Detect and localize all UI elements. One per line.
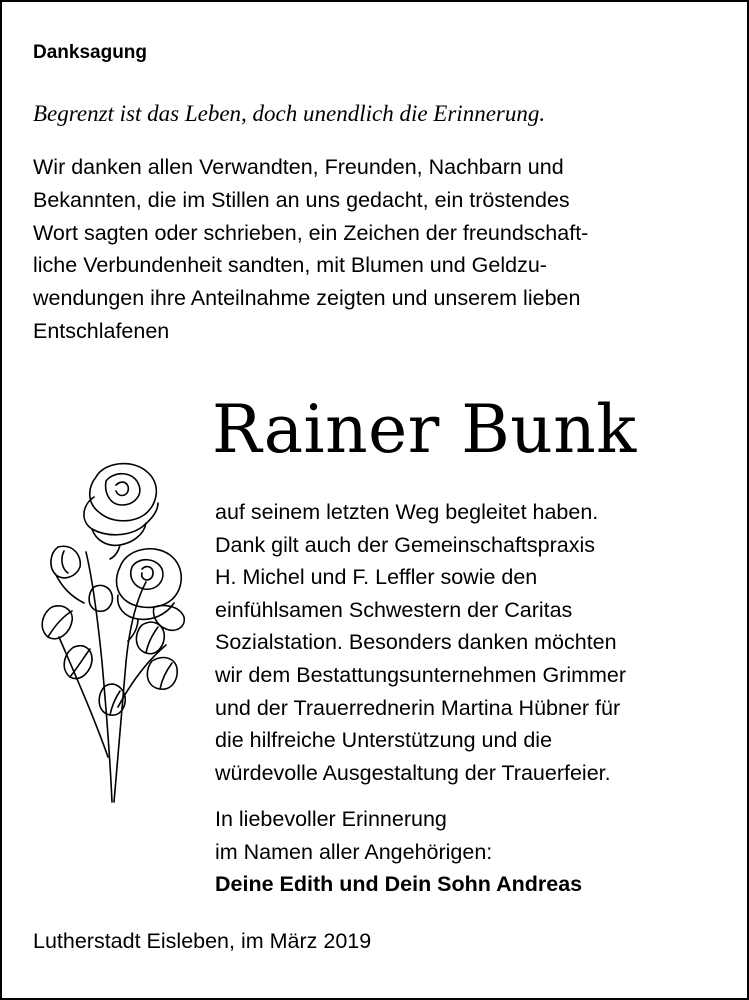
body-line: die hilfreiche Unterstützung und die <box>215 728 553 753</box>
intro-line: Bekannten, die im Stillen an uns gedacht, ein tröstendes <box>33 187 570 212</box>
body-line: würdevolle Ausgestaltung der Trauerfeier. <box>215 760 611 785</box>
signers: Deine Edith und Dein Sohn Andreas <box>215 872 583 897</box>
body-line: auf seinem letzten Weg begleitet haben. <box>215 500 599 524</box>
intro-line: Wir danken allen Verwandten, Freunden, Nachbarn und <box>33 155 564 179</box>
intro-paragraph <box>33 151 723 348</box>
notice-heading: Danksagung <box>33 42 148 63</box>
closing-line: In liebevoller Erinnerung <box>215 807 447 831</box>
rose-icon <box>34 457 204 807</box>
body-line: Dank gilt auch der Gemeinschaftspraxis <box>215 532 596 557</box>
intro-line: liche Verbundenheit sandten, mit Blumen und Geldzu- <box>33 253 547 278</box>
body-line: und der Trauerrednerin Martina Hübner für <box>215 695 621 720</box>
motto-quote: Begrenzt ist das Leben, doch unendlich die Erinnerung. <box>33 101 546 126</box>
intro-line: wendungen ihre Anteilnahme zeigten und unserem lieben <box>33 286 581 311</box>
body-line: H. Michel und F. Leffler sowie den <box>215 565 538 590</box>
deceased-name: Rainer Bunk <box>212 391 637 468</box>
closing-line: im Namen aller Angehörigen: <box>215 839 493 864</box>
acknowledgement-paragraph <box>215 496 626 789</box>
closing-block <box>215 803 582 901</box>
body-line: wir dem Bestattungsunternehmen Grimmer <box>215 662 627 687</box>
intro-line: Entschlafenen <box>33 318 170 343</box>
body-line: Sozialstation. Besonders danken möchten <box>215 630 617 655</box>
place-date: Lutherstadt Eisleben, im März 2019 <box>33 929 372 953</box>
body-line: einfühlsamen Schwestern der Caritas <box>215 597 573 622</box>
intro-line: Wort sagten oder schrieben, ein Zeichen der freundschaft- <box>33 220 589 245</box>
